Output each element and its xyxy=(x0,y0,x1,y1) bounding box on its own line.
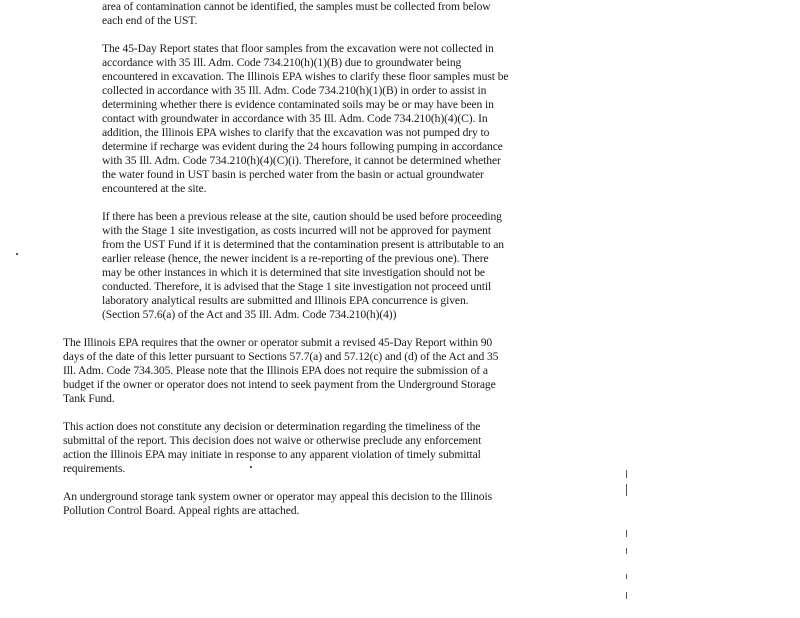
text-line: conducted. Therefore, it is advised that the Stage 1 site investigation not proceed until xyxy=(102,280,492,293)
text-line: laboratory analytical results are submitted and Illinois EPA concurrence is given. xyxy=(102,294,469,307)
text-line: encountered in excavation. The Illinois EPA wishes to clarify these floor samples must be xyxy=(102,70,509,83)
text-line: collected in accordance with 35 Ill. Adm. Code 734.210(h)(1)(B) in order to assist in xyxy=(102,84,487,97)
text-line: This action does not constitute any decision or determination regarding the timeliness of the xyxy=(63,420,481,433)
paragraph-appeal xyxy=(63,490,492,518)
text-line: with the Stage 1 site investigation, as costs incurred will not be approved for payment xyxy=(102,224,491,237)
text-line: with 35 Ill. Adm. Code 734.210(h)(4)(C)(i). Therefore, it cannot be determined whether xyxy=(102,154,501,167)
text-line: submittal of the report. This decision does not waive or otherwise preclude any enforcement xyxy=(63,434,482,447)
text-line: The 45-Day Report states that floor samples from the excavation were not collected in xyxy=(102,42,494,55)
paragraph-intro-tail xyxy=(102,0,491,28)
scan-mark xyxy=(626,592,627,599)
text-line: area of contamination cannot be identified, the samples must be collected from below xyxy=(102,0,491,13)
scan-mark xyxy=(16,253,18,255)
paragraph-revised-report xyxy=(63,336,498,406)
paragraph-previous-release xyxy=(102,210,504,322)
text-line: If there has been a previous release at the site, caution should be used before proceeding xyxy=(102,210,502,223)
text-line: requirements. xyxy=(63,462,126,475)
text-line: encountered at the site. xyxy=(102,182,207,195)
text-line: The Illinois EPA requires that the owner or operator submit a revised 45-Day Report within 90 xyxy=(63,336,493,349)
scan-mark xyxy=(626,574,627,579)
text-line: Tank Fund. xyxy=(63,392,115,405)
paragraph-floor-samples xyxy=(102,42,508,196)
text-line: Pollution Control Board. Appeal rights are attached. xyxy=(63,504,300,517)
paragraph-no-determination xyxy=(63,420,481,476)
scan-mark xyxy=(626,530,627,537)
text-line: from the UST Fund if it is determined that the contamination present is attributable to an xyxy=(102,238,504,251)
text-line: budget if the owner or operator does not intend to seek payment from the Underground Storage xyxy=(63,378,496,391)
text-line: An underground storage tank system owner or operator may appeal this decision to the Illinois xyxy=(63,490,493,503)
scan-mark xyxy=(250,466,252,468)
scan-mark xyxy=(626,484,627,496)
text-line: may be other instances in which it is determined that site investigation should not be xyxy=(102,266,485,279)
text-line: each end of the UST. xyxy=(102,14,198,27)
text-line: determine if recharge was evident during the 24 hours following pumping in accordance xyxy=(102,140,503,153)
text-line: (Section 57.6(a) of the Act and 35 Ill. Adm. Code 734.210(h)(4)) xyxy=(102,308,397,321)
text-line: Ill. Adm. Code 734.305. Please note that the Illinois EPA does not require the submission of a xyxy=(63,364,488,377)
text-line: the water found in UST basin is perched water from the basin or actual groundwater xyxy=(102,168,484,181)
text-line: determining whether there is evidence contaminated soils may be or may have been in xyxy=(102,98,494,111)
scan-mark xyxy=(626,548,627,554)
text-line: contact with groundwater in accordance with 35 Ill. Adm. Code 734.210(h)(4)(C). In xyxy=(102,112,488,125)
scan-mark xyxy=(626,470,627,478)
text-line: addition, the Illinois EPA wishes to clarify that the excavation was not pumped dry to xyxy=(102,126,490,139)
text-line: earlier release (hence, the newer incident is a re-reporting of the previous one). There xyxy=(102,252,489,265)
text-line: accordance with 35 Ill. Adm. Code 734.210(h)(1)(B) due to groundwater being xyxy=(102,56,462,69)
text-line: action the Illinois EPA may initiate in response to any apparent violation of timely submittal xyxy=(63,448,481,461)
text-line: days of the date of this letter pursuant to Sections 57.7(a) and 57.12(c) and (d) of the Act and 35 xyxy=(63,350,499,363)
